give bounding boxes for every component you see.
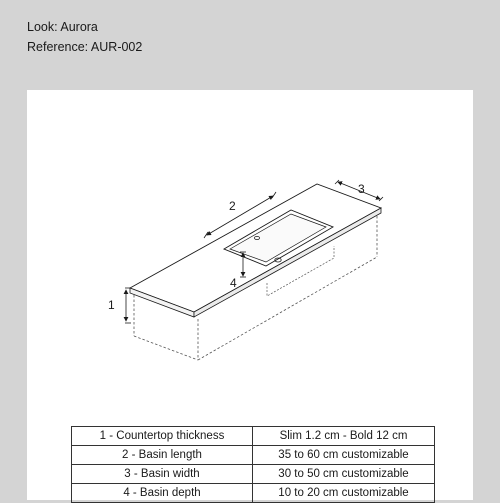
spec-label: 3 - Basin width (72, 465, 253, 484)
spec-value: 10 to 20 cm customizable (253, 484, 435, 503)
spec-value: 35 to 60 cm customizable (253, 446, 435, 465)
header (27, 17, 142, 57)
table-row (72, 446, 435, 465)
spec-label: 4 - Basin depth (72, 484, 253, 503)
spec-value: 30 to 50 cm customizable (253, 465, 435, 484)
label-3: 3 (358, 182, 365, 196)
spec-value: Slim 1.2 cm - Bold 12 cm (253, 427, 435, 446)
drawing-sheet (27, 90, 473, 500)
spec-label: 1 - Countertop thickness (72, 427, 253, 446)
spec-table (71, 426, 435, 503)
table-row (72, 427, 435, 446)
spec-label: 2 - Basin length (72, 446, 253, 465)
label-1: 1 (108, 298, 115, 312)
reference-code: Reference: AUR-002 (27, 40, 143, 54)
label-2: 2 (229, 199, 236, 213)
table-row (72, 465, 435, 484)
label-4: 4 (230, 276, 237, 290)
look-title: Look: Aurora (27, 20, 98, 34)
